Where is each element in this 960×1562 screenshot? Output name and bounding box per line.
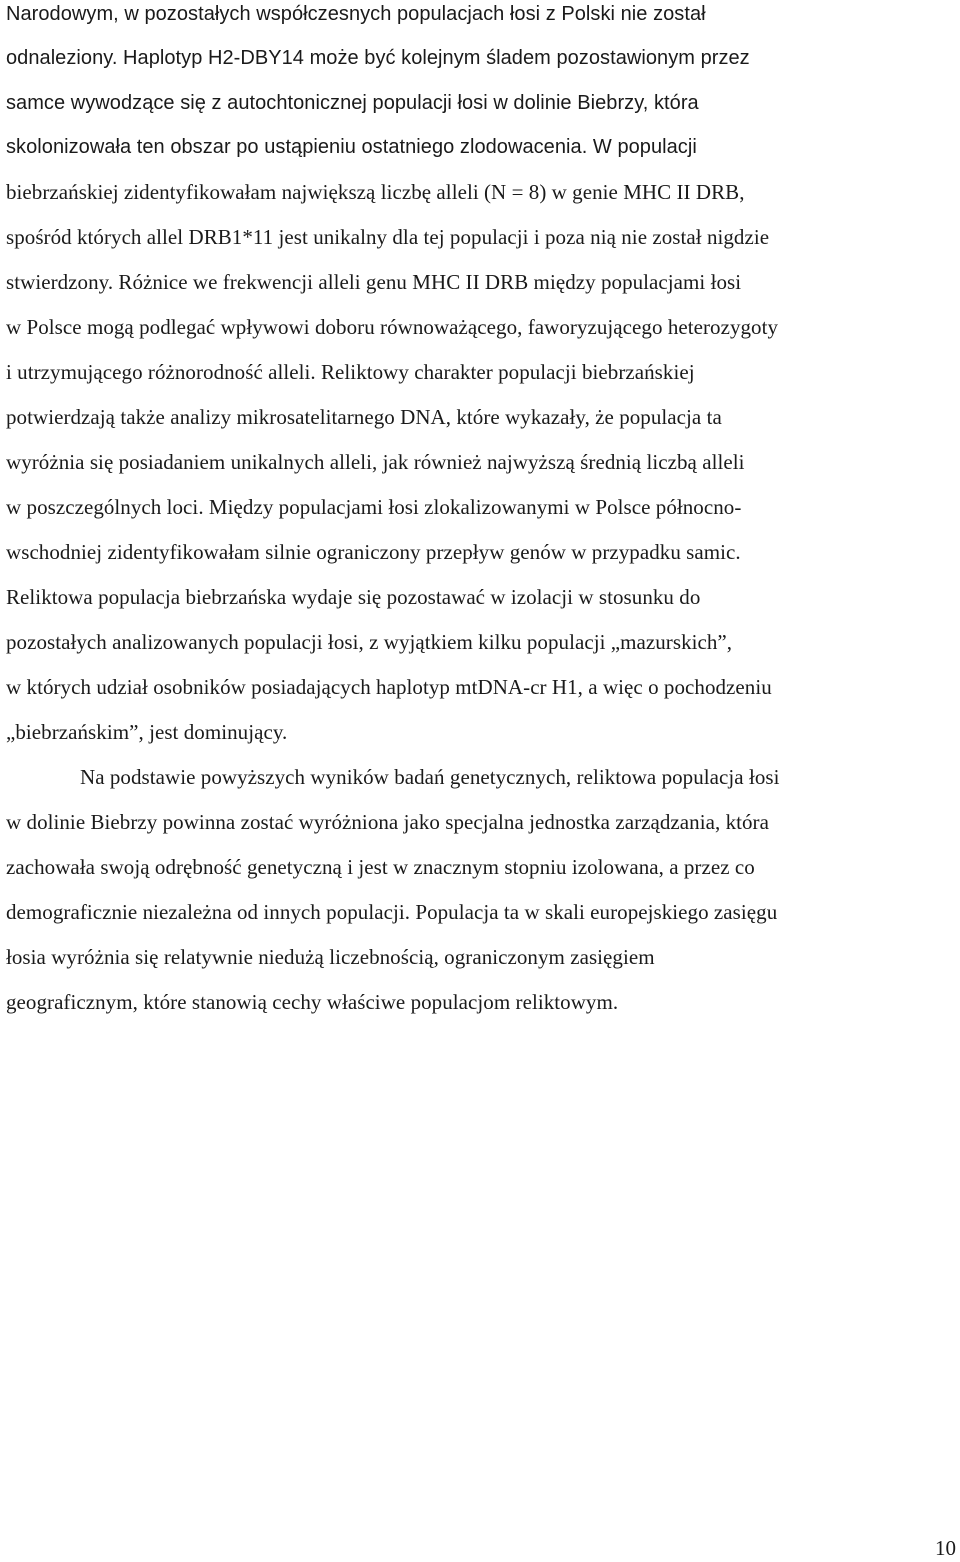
text-line: wyróżnia się posiadaniem unikalnych alleli, jak również najwyższą średnią liczbą alleli xyxy=(6,450,745,474)
text-line: zachowała swoją odrębność genetyczną i jest w znacznym stopniu izolowana, a przez co xyxy=(6,855,755,879)
text-line: demograficznie niezależna od innych populacji. Populacja ta w skali europejskiego zasięgu xyxy=(6,900,778,924)
text-line: odnaleziony. Haplotyp H2-DBY14 może być kolejnym śladem pozostawionym przez xyxy=(6,47,750,69)
text-line: „biebrzańskim”, jest dominujący. xyxy=(6,720,288,744)
text-line: w poszczególnych loci. Między populacjami łosi zlokalizowanymi w Polsce północno- xyxy=(6,495,742,519)
text-line: Narodowym, w pozostałych współczesnych populacjach łosi z Polski nie został xyxy=(6,3,706,25)
text-line: geograficznym, które stanowią cechy właściwe populacjom reliktowym. xyxy=(6,990,619,1014)
text-line: w Polsce mogą podlegać wpływowi doboru równoważącego, faworyzującego heterozygoty xyxy=(6,315,779,339)
text-line: skolonizowała ten obszar po ustąpieniu ostatniego zlodowacenia. W populacji xyxy=(6,136,697,158)
text-line: pozostałych analizowanych populacji łosi, z wyjątkiem kilku populacji „mazurskich”, xyxy=(6,630,733,654)
text-line: w których udział osobników posiadających haplotyp mtDNA-cr H1, a więc o pochodzeniu xyxy=(6,675,772,699)
text-line: potwierdzają także analizy mikrosatelitarnego DNA, które wykazały, że populacja ta xyxy=(6,405,722,429)
text-line: Reliktowa populacja biebrzańska wydaje się pozostawać w izolacji w stosunku do xyxy=(6,585,701,609)
text-line: w dolinie Biebrzy powinna zostać wyróżniona jako specjalna jednostka zarządzania, która xyxy=(6,810,769,834)
text-line: spośród których allel DRB1*11 jest unikalny dla tej populacji i poza nią nie został nigdzie xyxy=(6,225,770,249)
text-line: biebrzańskiej zidentyfikowałam największą liczbę alleli (N = 8) w genie MHC II DRB, xyxy=(6,180,745,204)
text-line: wschodniej zidentyfikowałam silnie ograniczony przepływ genów w przypadku samic. xyxy=(6,540,741,564)
text-line: Na podstawie powyższych wyników badań genetycznych, reliktowa populacja łosi xyxy=(80,765,780,789)
text-line: łosia wyróżnia się relatywnie niedużą liczebnością, ograniczonym zasięgiem xyxy=(6,945,655,969)
text-line: stwierdzony. Różnice we frekwencji alleli genu MHC II DRB między populacjami łosi xyxy=(6,270,742,294)
text-line: i utrzymującego różnorodność alleli. Reliktowy charakter populacji biebrzańskiej xyxy=(6,360,695,384)
text-line: samce wywodzące się z autochtonicznej populacji łosi w dolinie Biebrzy, która xyxy=(6,92,699,114)
page-number: 10 xyxy=(935,1536,956,1560)
